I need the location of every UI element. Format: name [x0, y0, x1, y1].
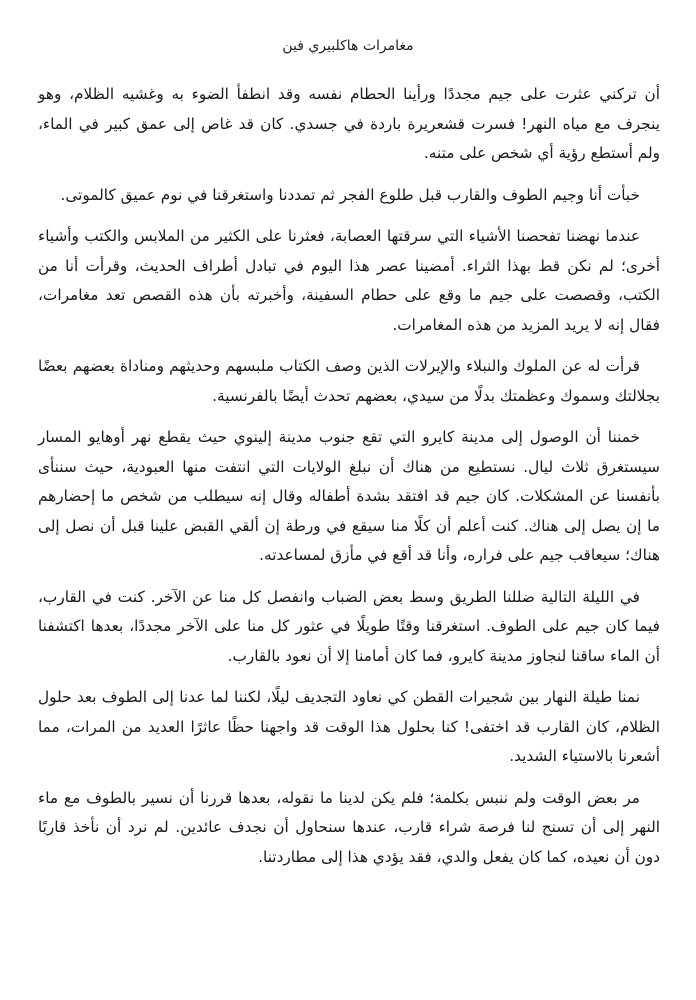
paragraph: خمننا أن الوصول إلى مدينة كايرو التي تقع جنوب مدينة إلينوي حيث يقطع نهر أوهايو المسار سيستغرق ثلاث ليال. نستطيع من هناك أن نبلغ الولايات التي انتفت منها العبودية، حيث سننأى بأنفسنا عن المشكلات. كان جيم قد افتقد بشدة أطفاله وقال إنه سيطلب من شخص ما إحضارهم ما إن يصل إلى هناك. كنت أعلم أن كلًا منا سيقع في ورطة إن ألقي القبض علينا قبل أن نصل إلى هناك؛ سيعاقب جيم على فراره، وأنا قد أقع في مأزق لمساعدته. — [38, 428, 660, 564]
paragraph: قرأت له عن الملوك والنبلاء والإيرلات الذين وصف الكتاب ملبسهم وحديثهم ومناداة بعضهم بعضًا بجلالتك وسموك وعظمتك بدلًا من سيدي، بعضهم تحدث أيضًا بالفرنسية. — [38, 357, 660, 405]
body-text — [38, 80, 660, 884]
paragraph: خبأت أنا وجيم الطوف والقارب قبل طلوع الفجر ثم تمددنا واستغرقنا في نوم عميق كالموتى. — [60, 185, 640, 204]
paragraph: نمنا طيلة النهار بين شجيرات القطن كي نعاود التجديف ليلًا، لكننا لما عدنا إلى الطوف بعد حلول الظلام، كان القارب قد اختفى! كنا بحلول هذا الوقت قد واجهنا حظًا عاثرًا العديد من المرات، مما أشعرنا بالاستياء الشديد. — [38, 688, 660, 765]
paragraph: مر بعض الوقت ولم ننبس بكلمة؛ فلم يكن لدينا ما نقوله، بعدها قررنا أن نسير بالطوف مع ماء النهر إلى أن تسنح لنا فرصة شراء قارب، عندها سنحاول أن نجدف عائدين. لم نرد أن نأخذ قاربًا دون أن نعيده، كما كان يفعل والدي، فقد يؤدي هذا إلى مطاردتنا. — [38, 788, 660, 866]
running-title: مغامرات هاكلبيري فين — [282, 38, 414, 54]
paragraph: عندما نهضنا تفحصنا الأشياء التي سرقتها العصابة، فعثرنا على الكثير من الملابس والكتب وأشياء أخرى؛ لم نكن قط بهذا الثراء. أمضينا عصر هذا اليوم في تبادل أطراف الحديث، وقرأت أنا من الكتب، وقصصت على جيم ما وقع على حطام السفينة، وأخبرته بأن هذه القصص تعد مغامرات، فقال إنه لا يريد المزيد من هذه المغامرات. — [38, 227, 660, 334]
paragraph: في الليلة التالية ضللنا الطريق وسط بعض الضباب وانفصل كل منا عن الآخر. كنت في القارب، فيما كان جيم على الطوف. استغرقنا وقتًا طويلًا في عثور كل منا على الآخر مجددًا، بعدها اكتشفنا أن الماء ساقنا لنجاوز مدينة كايرو، فما كان أمامنا إلا أن نعود بالقارب. — [38, 587, 660, 665]
paragraph: أن تركني عثرت على جيم مجددًا ورأينا الحطام نفسه وقد انطفأ الضوء به وغشيه الظلام، وهو ينجرف مع مياه النهر! فسرت قشعريرة باردة في جسدي. كان قد غاص إلى عمق كبير في الماء، ولم أستطع رؤية أي شخص على متنه. — [38, 85, 660, 162]
